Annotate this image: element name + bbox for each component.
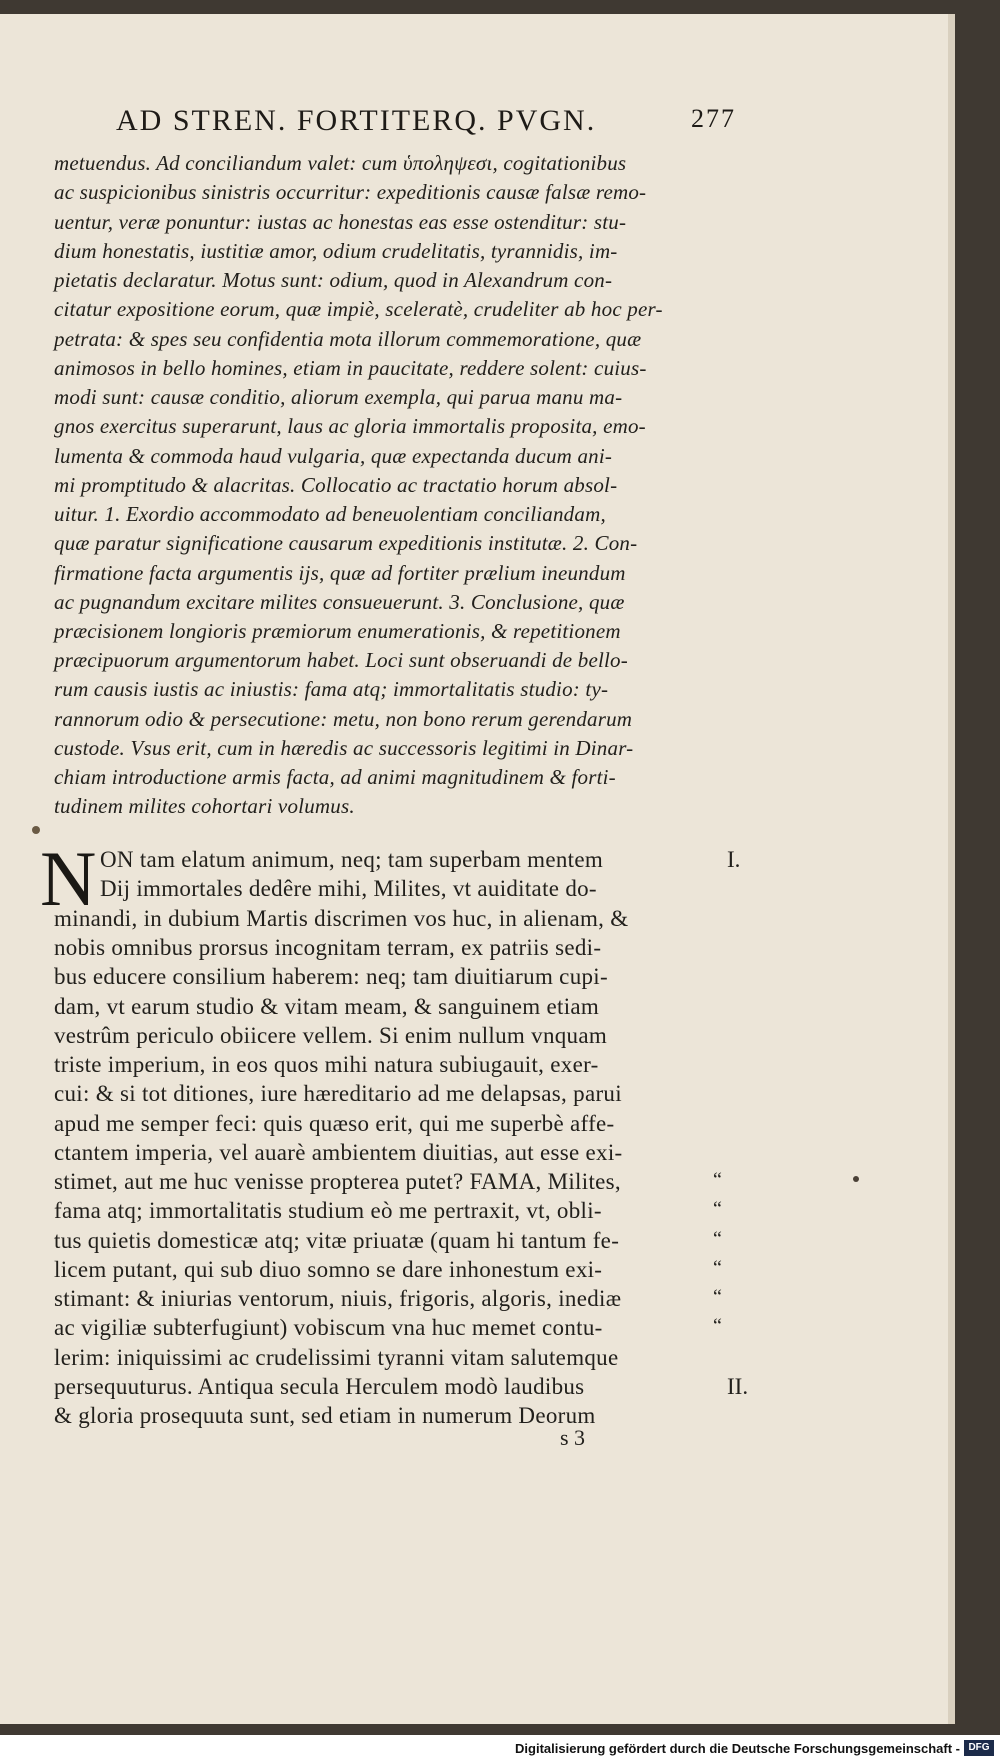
commentary-line: rum causis iustis ac iniustis: fama atq; immortalitatis studio: ty- [54, 677, 609, 701]
oration-line: cui: & si tot ditiones, iure hæreditario ad me delapsas, parui [54, 1081, 622, 1106]
commentary-line: custode. Vsus erit, cum in hæredis ac successoris legitimi in Dinar- [54, 736, 634, 760]
quote-mark: “ [713, 1169, 722, 1191]
margin-numeral: I. [727, 847, 741, 872]
dfg-logo: DFG [964, 1740, 994, 1756]
margin-numeral: II. [727, 1374, 749, 1399]
commentary-line: metuendus. Ad conciliandum valet: cum ὑποληψεσι, cogitationibus [54, 151, 627, 175]
oration-line: nobis omnibus prorsus incognitam terram, ex patriis sedi- [54, 935, 602, 960]
quote-mark: “ [713, 1257, 722, 1279]
oration-line: vestrûm periculo obiicere vellem. Si enim nullum vnquam [54, 1023, 608, 1048]
commentary-line: ac pugnandum excitare milites consueuerunt. 3. Conclusione, quæ [54, 590, 625, 614]
commentary-line: rannorum odio & persecutione: metu, non bono rerum gerendarum [54, 707, 633, 731]
commentary-line: citatur expositione eorum, quæ impiè, sceleratè, crudeliter ab hoc per- [54, 297, 663, 321]
oration-line: triste imperium, in eos quos mihi natura subiugauit, exer- [54, 1052, 599, 1077]
commentary-line: animosos in bello homines, etiam in paucitate, reddere solent: cuius- [54, 356, 647, 380]
oration-line: Dij immortales dedêre mihi, Milites, vt auiditate do- [100, 876, 597, 901]
commentary-line: quæ paratur significatione causarum expeditionis institutæ. 2. Con- [54, 531, 638, 555]
commentary-line: gnos exercitus superarunt, laus ac gloria immortalis proposita, emo- [54, 414, 646, 438]
commentary-line: mi promptitudo & alacritas. Collocatio ac tractatio horum absol- [54, 473, 618, 497]
oration-line: licem putant, qui sub diuo somno se dare inhonestum exi- [54, 1257, 603, 1282]
commentary-line: tudinem milites cohortari volumus. [54, 794, 355, 818]
oration-line: ac vigiliæ subterfugiunt) vobiscum vna huc memet contu- [54, 1315, 603, 1340]
commentary-line: modi sunt: causæ conditio, aliorum exempla, qui parua manu ma- [54, 385, 623, 409]
commentary-line: petrata: & spes seu confidentia mota illorum commemoratione, quæ [54, 327, 642, 351]
running-header [116, 96, 736, 142]
commentary-line: uentur, veræ ponuntur: iustas ac honestas eas esse ostenditur: stu- [54, 210, 627, 234]
oration-line: bus educere consilium haberem: neq; tam diuitiarum cupi- [54, 964, 608, 989]
funding-note: Digitalisierung gefördert durch die Deutsche Forschungsgemeinschaft - [515, 1741, 960, 1756]
drop-cap-initial: N [40, 835, 97, 922]
oration-line: dam, vt earum studio & vitam meam, & sanguinem etiam [54, 994, 600, 1019]
oration-line: & gloria prosequuta sunt, sed etiam in numerum Deorum [54, 1403, 596, 1428]
page-edge [948, 14, 955, 1724]
oration-line: ON tam elatum animum, neq; tam superbam mentem [100, 847, 604, 872]
commentary-line: præcipuorum argumentorum habet. Loci sunt obseruandi de bello- [54, 648, 628, 672]
quote-mark: “ [713, 1198, 722, 1220]
running-title: AD STREN. FORTITERQ. PVGN. [116, 104, 597, 137]
oration-line: stimet, aut me huc venisse propterea putet? FAMA, Milites, [54, 1169, 621, 1194]
ink-spot [32, 826, 40, 834]
commentary-line: chiam introductione armis facta, ad animi magnitudinem & forti- [54, 765, 616, 789]
ink-spot [853, 1176, 859, 1182]
oration-line: tus quietis domesticæ atq; vitæ priuatæ (quam hi tantum fe- [54, 1228, 620, 1253]
oration-line: apud me semper feci: quis quæso erit, qui me superbè affe- [54, 1111, 615, 1136]
commentary-line: firmatione facta argumentis ijs, quæ ad fortiter prælium ineundum [54, 561, 626, 585]
commentary-line: pietatis declaratur. Motus sunt: odium, quod in Alexandrum con- [54, 268, 613, 292]
page-number: 277 [691, 104, 736, 133]
oration-line: persequuturus. Antiqua secula Herculem modò laudibus [54, 1374, 585, 1399]
commentary-line: uitur. 1. Exordio accommodato ad beneuolentiam conciliandam, [54, 502, 606, 526]
commentary-line: lumenta & commoda haud vulgaria, quæ expectanda ducum ani- [54, 444, 613, 468]
footer-bar [0, 1735, 1000, 1763]
oration-line: ctantem imperia, vel auarè ambientem diuitias, aut esse exi- [54, 1140, 623, 1165]
oration-line: stimant: & iniurias ventorum, niuis, frigoris, algoris, inediæ [54, 1286, 622, 1311]
commentary-line: dium honestatis, iustitiæ amor, odium crudelitatis, tyrannidis, im- [54, 239, 618, 263]
signature-mark: s 3 [560, 1425, 586, 1450]
oration-line: fama atq; immortalitatis studium eò me pertraxit, vt, obli- [54, 1198, 602, 1223]
quote-mark: “ [713, 1286, 722, 1308]
oration-line: lerim: iniquissimi ac crudelissimi tyranni vitam salutemque [54, 1345, 619, 1370]
oration-line: minandi, in dubium Martis discrimen vos huc, in alienam, & [54, 906, 629, 931]
commentary-line: præcisionem longioris præmiorum enumerationis, & repetitionem [54, 619, 621, 643]
quote-mark: “ [713, 1315, 722, 1337]
quote-mark: “ [713, 1228, 722, 1250]
commentary-line: ac suspicionibus sinistris occurritur: expeditionis causæ falsæ remo- [54, 180, 647, 204]
